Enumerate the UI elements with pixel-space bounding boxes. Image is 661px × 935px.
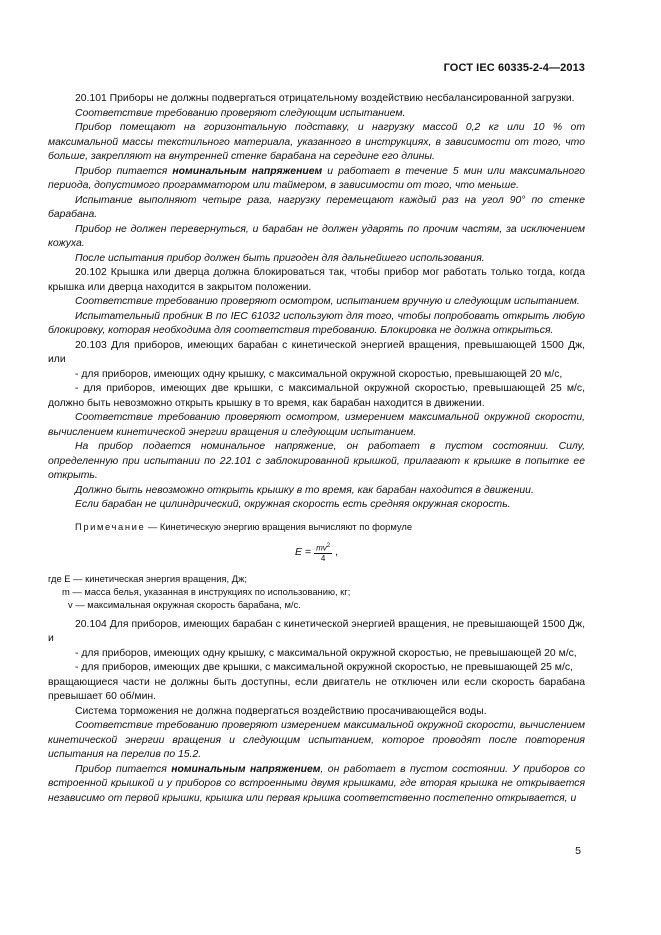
test-text: Испытание выполняют четыре раза, нагрузку перемещают каждый раз на угол 90° по стенке барабана.	[48, 194, 585, 220]
test-text: Должно быть невозможно открыть крышку в то время, как барабан находится в движении.	[75, 484, 534, 496]
formula-legend	[48, 572, 585, 612]
note	[48, 520, 585, 535]
formula-tail: ,	[335, 546, 338, 559]
formula	[48, 542, 585, 566]
compliance-text: Соответствие требованию проверяют осмотром, измерением максимальной окружной скорости, вычислением кинетической энергии вращения и следующим испытанием.	[48, 412, 585, 438]
test-text-supply	[48, 763, 585, 807]
compliance-text: Соответствие требованию проверяют измерением максимальной окружной скорости, вычислением кинетической энергии вращения и следующим испытанием, которое проводят после повторения испытания на перелив по 15.2.	[48, 720, 585, 761]
list-item: - для приборов, имеющих две крышки, с максимальной окружной скоростью, превышающей 25 м/с, должно быть невозможно открыть крышку в то время, как барабан находится в движении.	[48, 383, 585, 409]
compliance-text: Соответствие требованию проверяют осмотром, испытанием вручную и следующим испытанием.	[75, 296, 580, 307]
text-run: Прибор питается	[75, 165, 173, 177]
formula-num-var: mv	[316, 543, 327, 553]
clause-20-102: 20.102 Крышка или дверца должна блокироваться так, чтобы прибор мог работать только тогда, когда крышка или дверца находится в закрытом положении.	[48, 267, 585, 293]
text-run: , он работает в пустом состоянии. У приборов со встроенной крышкой и у приборов со встроенными двумя крышками, где вторая крышка не открывается независимо от первой крышки, крышка или первая крышка соответственно постепенно открывается, и	[48, 763, 585, 804]
document-body	[48, 92, 585, 806]
test-text-supply	[48, 165, 585, 194]
legend-line-m: m — масса белья, указанная в инструкциях по использованию, кг;	[62, 586, 351, 598]
clause-20-103: 20.103 Для приборов, имеющих барабан с кинетической энергией вращения, превышающей 1500 Дж, или	[48, 339, 585, 365]
note-dash: —	[147, 520, 158, 532]
list-item: - для приборов, имеющих одну крышку, с максимальной окружной скоростью, превышающей 20 м/с,	[75, 368, 563, 380]
test-text: Прибор не должен перевернуться, и барабан не должен ударять по прочим частям, за исключением кожуха.	[48, 223, 585, 249]
formula-expression	[295, 542, 338, 563]
page-number: 5	[575, 845, 581, 857]
clause-20-104: 20.104 Для приборов, имеющих барабан с кинетической энергией вращения, не превышающей 1500 Дж, и	[48, 618, 585, 645]
test-text: Испытательный пробник В по IEC 61032 используют для того, чтобы попробовать открыть любую блокировку, которая необходима для соответствия требованию. Блокировка не должна открыться.	[48, 310, 585, 336]
test-text: Если барабан не цилиндрический, окружная скорость есть средняя окружная скорость.	[75, 499, 511, 510]
continuation-text: вращающиеся части не должны быть доступны, если двигатель не отключен или если скорость барабана превышает 60 об/мин.	[48, 676, 585, 703]
text-run: и работает в течение 5 мин или максимального периода, допустимого программатором или таймером, в зависимости от того, что меньше.	[48, 165, 585, 191]
legend-line-v: v — максимальная окружная скорость барабана, м/с.	[68, 599, 301, 611]
formula-denominator: 4	[320, 553, 326, 563]
standard-header: ГОСТ IEC 60335-2-4—2013	[443, 62, 585, 74]
clause-20-101: 20.101 Приборы не должны подвергаться отрицательному воздействию несбалансированной загрузки.	[75, 93, 575, 104]
legend-line-e: где E — кинетическая энергия вращения, Дж;	[48, 573, 247, 584]
test-text: После испытания прибор должен быть пригоден для дальнейшего использования.	[75, 252, 485, 264]
list-item: - для приборов, имеющих одну крышку, с максимальной окружной скоростью, не превышающей 20 м/с,	[75, 647, 577, 659]
test-text: На прибор подается номинальное напряжение, он работает в пустом состоянии. Силу, определенную при испытании по 22.101 с заблокированной крышкой, прилагают к крышке в попытке ее открыть.	[48, 441, 585, 481]
list-item: - для приборов, имеющих две крышки, с максимальной окружной скоростью, не превышающей 25 м/с,	[75, 662, 573, 674]
text-run: Прибор питается	[75, 763, 172, 775]
defined-term: номинальным напряжением	[172, 165, 323, 177]
test-text: Прибор помещают на горизонтальную подставку, и нагрузку массой 0,2 кг или 10 % от максимальной массы текстильного материала, указанного в инструкциях, в зависимости от того, что больше, закрепляют на внутренней стенке барабана на середине его длины.	[48, 122, 585, 162]
note-text: Кинетическую энергию вращения вычисляют по формуле	[159, 520, 413, 532]
formula-fraction	[314, 542, 332, 563]
defined-term: номинальным напряжением	[171, 763, 321, 775]
note-label: Примечание	[75, 520, 146, 532]
formula-lhs: E =	[295, 546, 312, 559]
compliance-text: Соответствие требованию проверяют следующим испытанием.	[75, 107, 406, 119]
formula-numerator	[314, 542, 332, 554]
formula-exponent: 2	[326, 543, 331, 549]
requirement-text: Система торможения не должна подвергаться воздействию просачивающейся воды.	[75, 705, 487, 717]
